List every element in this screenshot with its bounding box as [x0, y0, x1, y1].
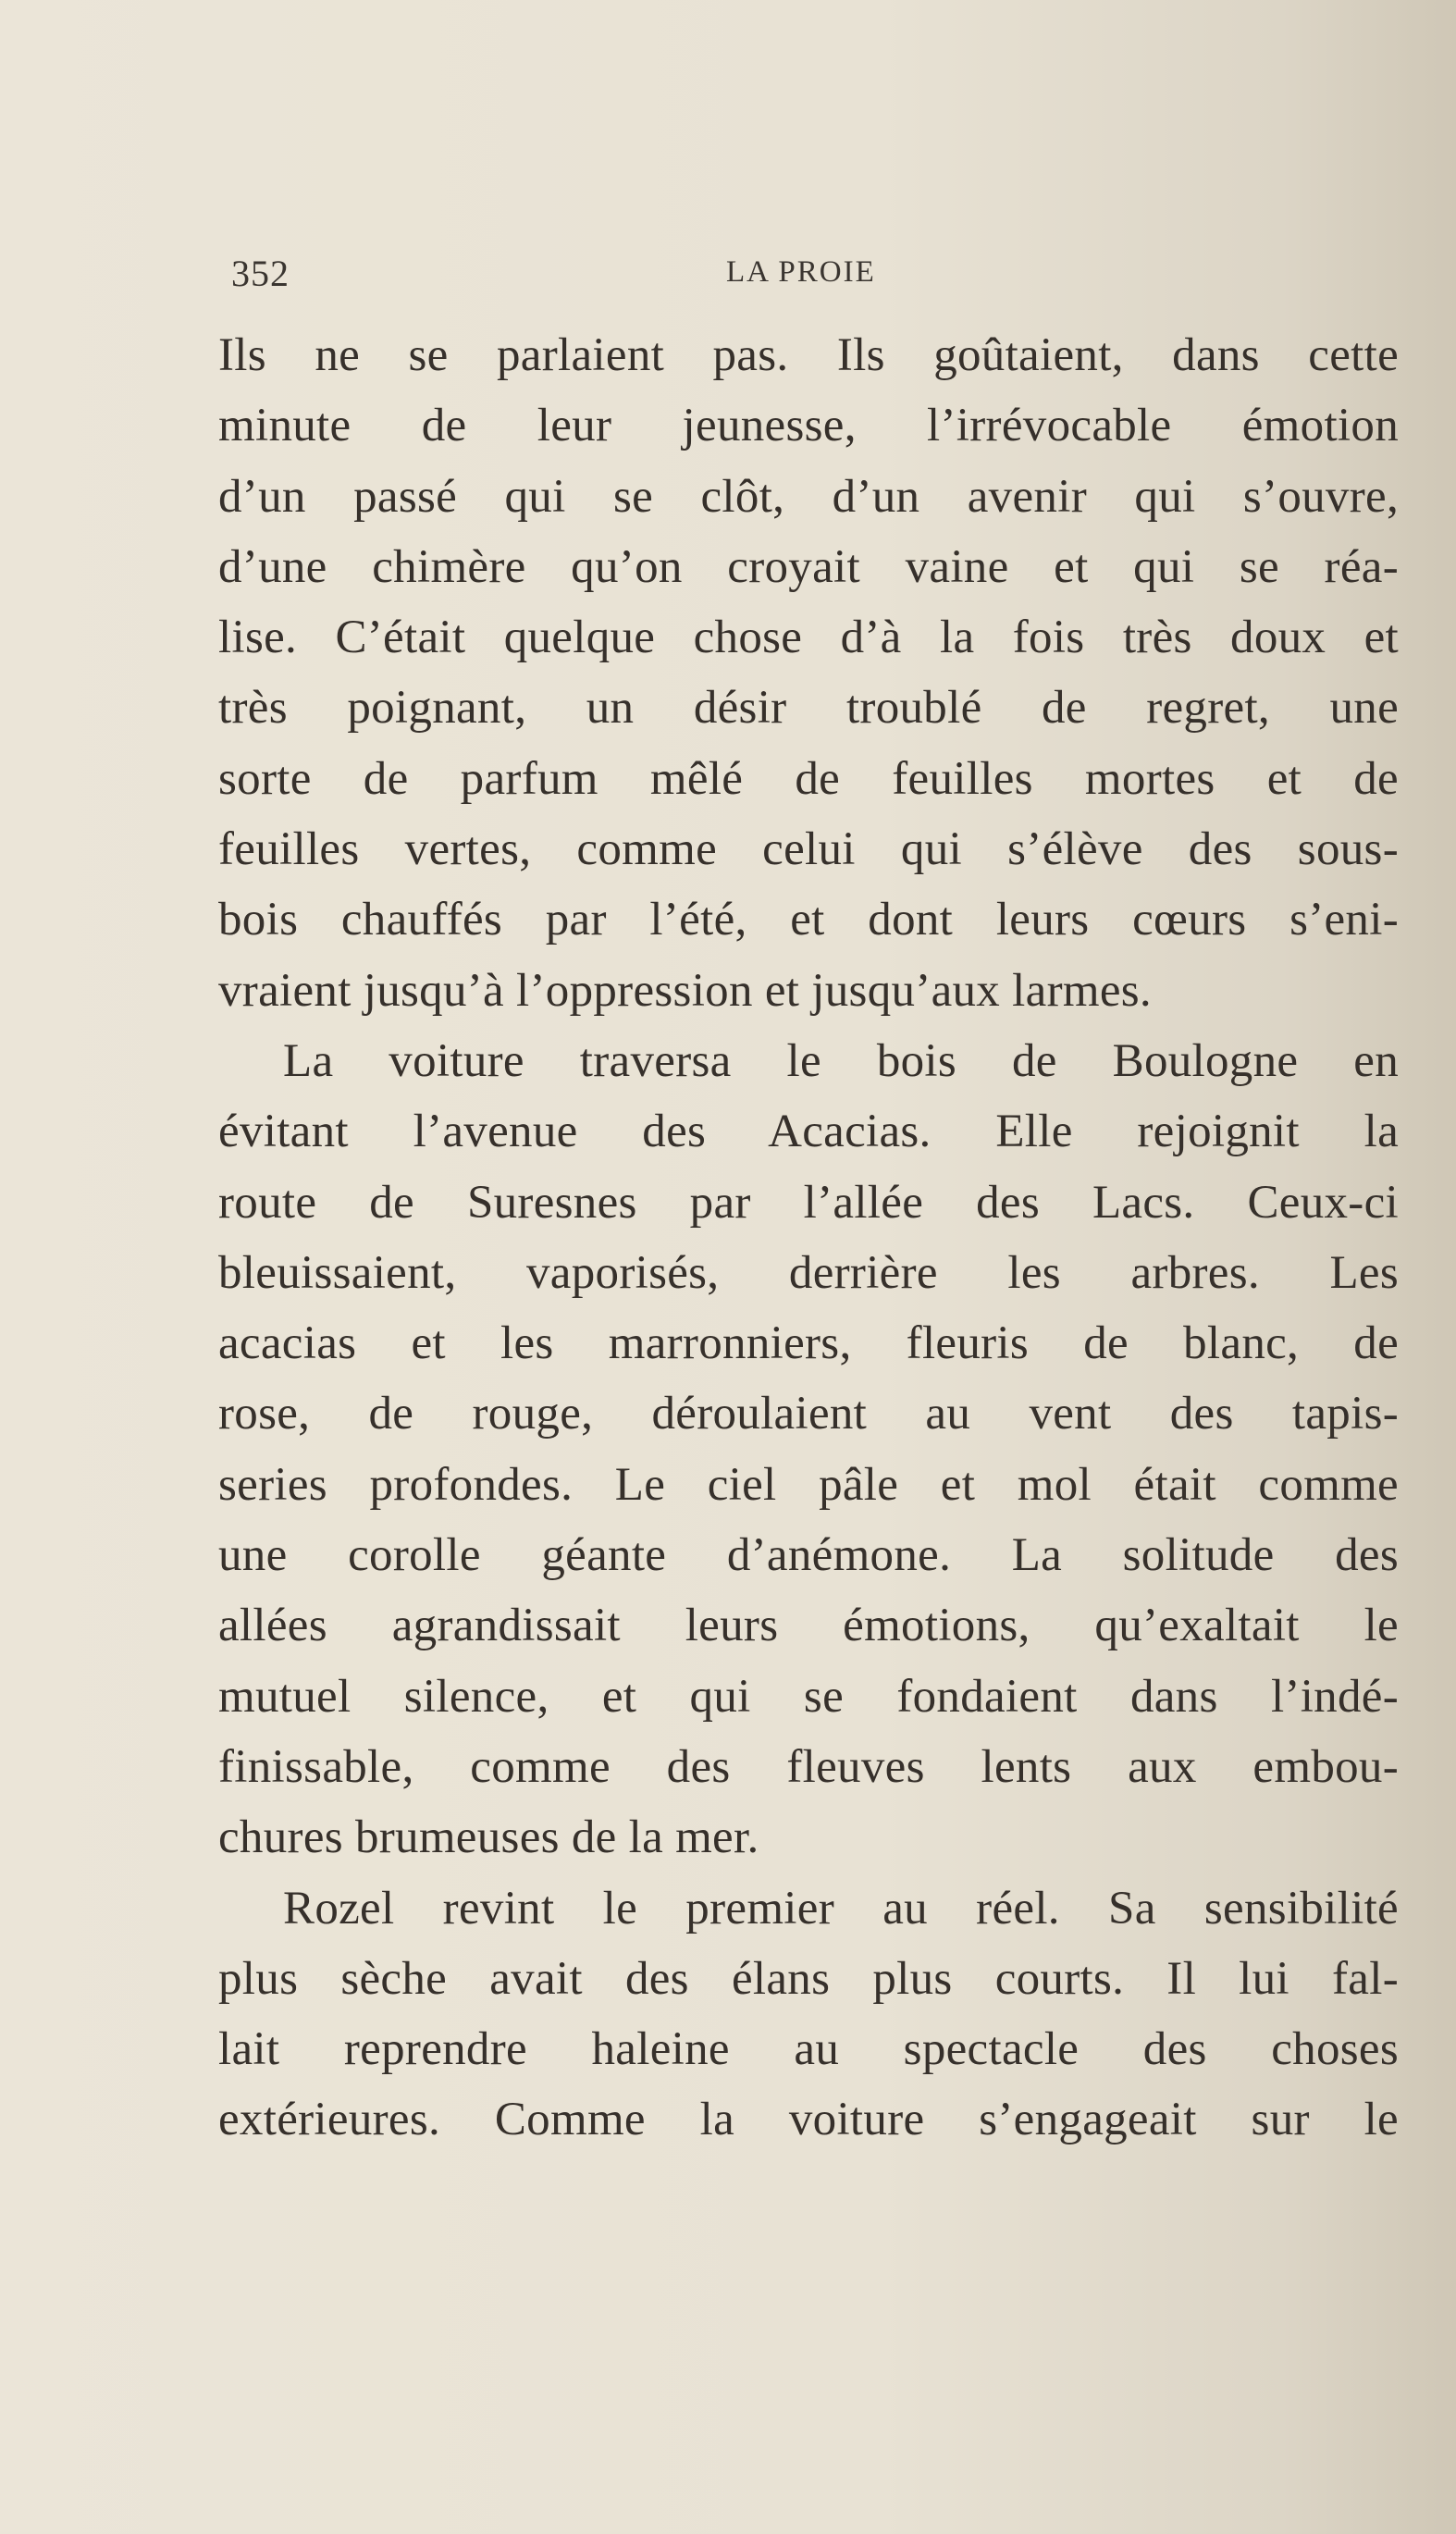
text-line: extérieures. Comme la voiture s’engageait sur le — [218, 2094, 1399, 2146]
text-line: bleuissaient, vaporisés, derrière les arbres. Les — [218, 1246, 1399, 1299]
text-line: acacias et les marronniers, fleuris de blanc, de — [218, 1317, 1399, 1370]
text-line: chures brumeuses de la mer. — [218, 1811, 759, 1864]
text-line: Ils ne se parlaient pas. Ils goûtaient, dans cette — [218, 329, 1399, 381]
text-line: rose, de rouge, déroulaient au vent des tapis- — [218, 1388, 1399, 1440]
text-line: finissable, comme des fleuves lents aux embou- — [218, 1740, 1399, 1793]
text-line: plus sèche avait des élans plus courts. Il lui fal- — [218, 1952, 1399, 2005]
text-line: d’une chimère qu’on croyait vaine et qui se réa- — [218, 540, 1399, 593]
text-line: minute de leur jeunesse, l’irrévocable émotion — [218, 400, 1399, 452]
running-title: LA PROIE — [726, 255, 876, 289]
text-line: d’un passé qui se clôt, d’un avenir qui s’ouvre, — [218, 470, 1399, 523]
text-line: vraient jusqu’à l’oppression et jusqu’aux larmes. — [218, 964, 1152, 1017]
text-line: mutuel silence, et qui se fondaient dans l’indé- — [218, 1670, 1399, 1723]
text-line: bois chauffés par l’été, et dont leurs cœurs s’eni- — [218, 894, 1399, 946]
text-line: La voiture traversa le bois de Boulogne en — [283, 1034, 1399, 1087]
text-line: sorte de parfum mêlé de feuilles mortes et de — [218, 752, 1399, 805]
text-line: Rozel revint le premier au réel. Sa sensibilité — [283, 1882, 1399, 1934]
text-line: lait reprendre haleine au spectacle des choses — [218, 2023, 1399, 2076]
text-line: lise. C’était quelque chose d’à la fois très doux et — [218, 612, 1399, 664]
text-line: allées agrandissait leurs émotions, qu’exaltait le — [218, 1600, 1399, 1652]
body-text — [218, 320, 1399, 2156]
running-head — [222, 252, 1388, 307]
text-line: series profondes. Le ciel pâle et mol était comme — [218, 1458, 1399, 1511]
text-line: très poignant, un désir troublé de regret, une — [218, 682, 1399, 735]
text-line: route de Suresnes par l’allée des Lacs. Ceux-ci — [218, 1176, 1399, 1229]
text-line: feuilles vertes, comme celui qui s’élève des sous- — [218, 823, 1399, 876]
text-line: évitant l’avenue des Acacias. Elle rejoignit la — [218, 1106, 1399, 1158]
text-line: une corolle géante d’anémone. La solitude des — [218, 1529, 1399, 1582]
page-number: 352 — [231, 253, 290, 294]
